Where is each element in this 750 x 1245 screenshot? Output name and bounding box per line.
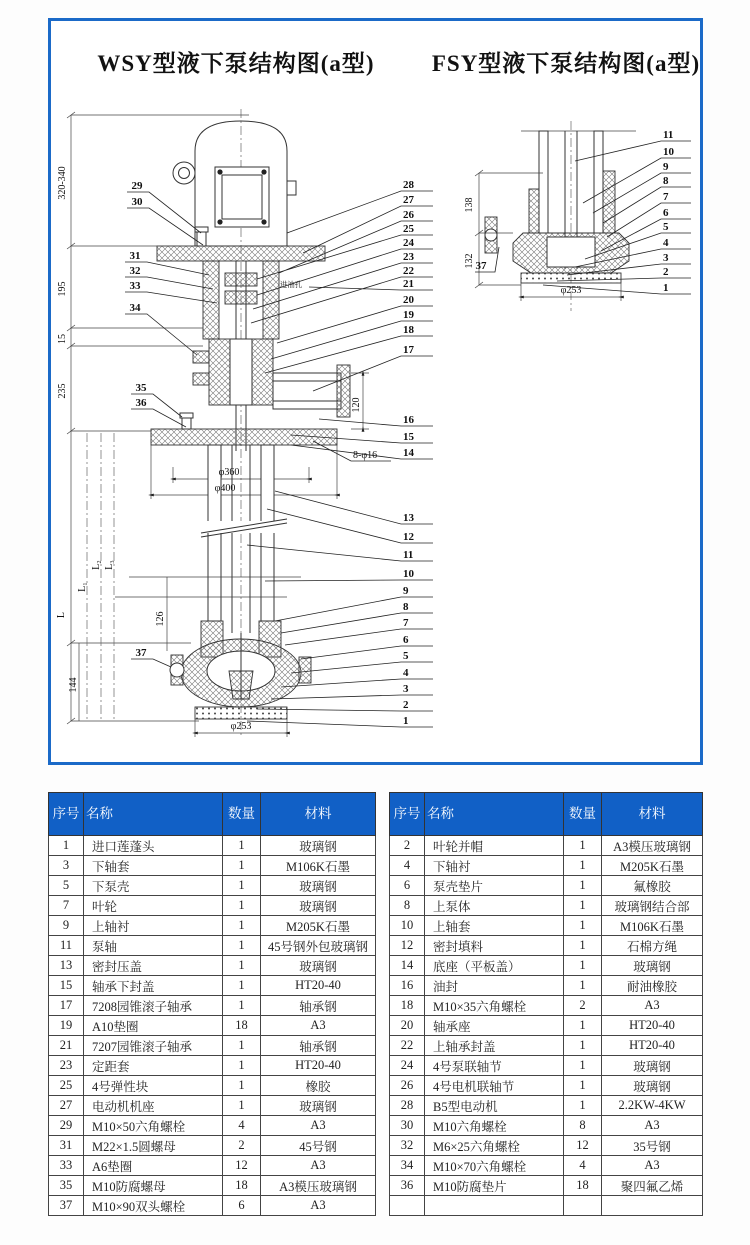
callout-8: 8	[403, 601, 409, 613]
table-cell: 23	[49, 1056, 84, 1076]
table-row	[49, 976, 376, 996]
table-cell: 电动机机座	[84, 1096, 223, 1116]
callout-10: 10	[403, 568, 414, 580]
table-cell: B5型电动机	[425, 1096, 564, 1116]
table-row	[390, 1056, 703, 1076]
table-cell: 4号泵联轴节	[425, 1056, 564, 1076]
table-row	[49, 1016, 376, 1036]
table-cell: M22×1.5圆螺母	[84, 1136, 223, 1156]
fsy-callout-9: 9	[663, 161, 669, 173]
pump-structure-drawing	[51, 21, 700, 762]
table-cell: 8	[564, 1116, 602, 1136]
pump-casing	[170, 621, 311, 737]
table-cell: A3	[602, 996, 703, 1016]
table-cell: 26	[390, 1076, 425, 1096]
dim-L3: L₃	[104, 560, 115, 570]
table-cell: 7207园锥滚子轴承	[84, 1036, 223, 1056]
table-cell: 18	[223, 1016, 261, 1036]
fsy-callout-5: 5	[663, 221, 669, 233]
callout-17: 17	[403, 344, 414, 356]
table-cell: A3	[602, 1116, 703, 1136]
fsy-callout-10: 10	[663, 146, 674, 158]
table-cell: 18	[223, 1176, 261, 1196]
table-cell: A3	[261, 1016, 376, 1036]
callout-25: 25	[403, 223, 414, 235]
callout-4: 4	[403, 667, 409, 679]
fsy-callout-4: 4	[663, 237, 669, 249]
dim-phi400: φ400	[214, 483, 236, 494]
table-cell: M10防腐螺母	[84, 1176, 223, 1196]
table-cell: 1	[223, 916, 261, 936]
table-cell: 轴承钢	[261, 996, 376, 1016]
table-cell: A3模压玻璃钢	[602, 836, 703, 856]
callout-2: 2	[403, 699, 409, 711]
table-cell: M10防腐垫片	[425, 1176, 564, 1196]
table-cell: M106K石墨	[261, 856, 376, 876]
table-cell: A6垫圈	[84, 1156, 223, 1176]
table-cell: 耐油橡胶	[602, 976, 703, 996]
table-cell: 1	[223, 976, 261, 996]
table-row	[49, 936, 376, 956]
parts-table	[389, 792, 703, 1216]
table-cell: M205K石墨	[261, 916, 376, 936]
fsy-callout-1: 1	[663, 282, 669, 294]
table-cell: 1	[223, 936, 261, 956]
table-cell: 20	[390, 1016, 425, 1036]
table-cell: 玻璃钢	[602, 956, 703, 976]
table-cell: 11	[49, 936, 84, 956]
table-cell: 2	[564, 996, 602, 1016]
table-cell: 轴承座	[425, 1016, 564, 1036]
table-cell: 6	[223, 1196, 261, 1216]
fsy-dim-132: 132	[464, 253, 475, 269]
table-cell: 油封	[425, 976, 564, 996]
callout-36: 36	[135, 397, 147, 409]
callout-3: 3	[403, 683, 409, 695]
callout-29: 29	[131, 180, 143, 192]
table-cell: A3	[261, 1156, 376, 1176]
table-cell: 底座（平板盖）	[425, 956, 564, 976]
table-cell: 28	[390, 1096, 425, 1116]
column-header: 序号	[49, 793, 84, 836]
table-cell: 玻璃钢结合部	[602, 896, 703, 916]
callout-37: 37	[135, 647, 147, 659]
dim-126: 126	[155, 611, 166, 627]
parts-table	[48, 792, 376, 1216]
table-cell: 8	[390, 896, 425, 916]
table-row	[49, 916, 376, 936]
table-cell: 6	[390, 876, 425, 896]
callout-32: 32	[129, 265, 141, 277]
table-cell: 34	[390, 1156, 425, 1176]
dim-15: 15	[57, 334, 68, 344]
table-cell: 2.2KW-4KW	[602, 1096, 703, 1116]
callout-22: 22	[403, 265, 414, 277]
table-cell: 1	[564, 836, 602, 856]
table-row	[390, 1176, 703, 1196]
table-cell	[390, 1196, 425, 1216]
table-row	[49, 896, 376, 916]
table-row	[390, 1036, 703, 1056]
table-cell: 1	[223, 996, 261, 1016]
table-cell: 1	[223, 1096, 261, 1116]
table-cell: A3	[261, 1196, 376, 1216]
table-cell: 1	[223, 836, 261, 856]
dim-phi253: φ253	[230, 721, 252, 732]
table-cell: 29	[49, 1116, 84, 1136]
callout-31: 31	[129, 250, 141, 262]
fsy-dim-phi253: φ253	[560, 285, 582, 296]
column-header: 名称	[425, 793, 564, 836]
table-cell: 2	[223, 1136, 261, 1156]
table-cell: 橡胶	[261, 1076, 376, 1096]
table-cell: 1	[223, 956, 261, 976]
table-cell: 上轴套	[425, 916, 564, 936]
table-cell: 1	[564, 896, 602, 916]
parts-table-right	[389, 792, 703, 1216]
table-row	[390, 896, 703, 916]
callout-20: 20	[403, 294, 414, 306]
table-row	[390, 1136, 703, 1156]
table-cell: 1	[564, 956, 602, 976]
table-cell: 16	[390, 976, 425, 996]
table-cell: 9	[49, 916, 84, 936]
table-cell: 进口莲蓬头	[84, 836, 223, 856]
table-cell: 玻璃钢	[602, 1076, 703, 1096]
table-cell: A3模压玻璃钢	[261, 1176, 376, 1196]
table-cell: A3	[602, 1156, 703, 1176]
table-cell: 1	[223, 876, 261, 896]
fsy-drawing	[464, 121, 691, 311]
table-cell: HT20-40	[261, 1056, 376, 1076]
table-cell: 聚四氟乙烯	[602, 1176, 703, 1196]
callout-5: 5	[403, 650, 409, 662]
table-cell: 上轴衬	[84, 916, 223, 936]
table-cell: 1	[223, 1056, 261, 1076]
table-row	[49, 1096, 376, 1116]
callout-19: 19	[403, 309, 414, 321]
base-plate	[195, 707, 287, 719]
table-cell: 45号钢	[261, 1136, 376, 1156]
bearing-housing	[193, 339, 273, 405]
table-row	[390, 916, 703, 936]
callout-33: 33	[129, 280, 141, 292]
table-cell: 1	[223, 896, 261, 916]
table-row	[390, 1156, 703, 1176]
table-cell: 定距套	[84, 1056, 223, 1076]
table-cell: 泵轴	[84, 936, 223, 956]
oil-hole-label: 进油孔	[279, 280, 303, 289]
table-cell: 1	[564, 1076, 602, 1096]
table-row	[390, 1016, 703, 1036]
table-cell: 21	[49, 1036, 84, 1056]
table-row	[49, 1116, 376, 1136]
coupling-lower	[225, 291, 257, 304]
dim-phi360: φ360	[218, 467, 240, 478]
table-cell: 叶轮	[84, 896, 223, 916]
table-row	[49, 1156, 376, 1176]
table-cell: 1	[564, 976, 602, 996]
table-cell: 17	[49, 996, 84, 1016]
table-cell: 玻璃钢	[602, 1056, 703, 1076]
table-cell: 上轴承封盖	[425, 1036, 564, 1056]
callout-6: 6	[403, 634, 409, 646]
table-cell: M10六角螺栓	[425, 1116, 564, 1136]
table-row	[390, 1116, 703, 1136]
table-cell: 1	[564, 1096, 602, 1116]
table-cell: 25	[49, 1076, 84, 1096]
fsy-callout-7: 7	[663, 191, 669, 203]
callout-13: 13	[403, 512, 414, 524]
column-header: 数量	[564, 793, 602, 836]
column-header: 材料	[602, 793, 703, 836]
motor-base-plate	[157, 246, 325, 261]
table-row	[49, 1056, 376, 1076]
fsy-callout-2: 2	[663, 266, 669, 278]
column-header: 材料	[261, 793, 376, 836]
table-cell: 1	[564, 1036, 602, 1056]
table-cell: 泵壳垫片	[425, 876, 564, 896]
table-cell: 45号钢外包玻璃钢	[261, 936, 376, 956]
table-cell: 叶轮并帽	[425, 836, 564, 856]
callout-24: 24	[403, 237, 414, 249]
table-cell: 5	[49, 876, 84, 896]
dim-195: 195	[57, 281, 68, 297]
table-cell: 4	[390, 856, 425, 876]
callout-27: 27	[403, 194, 414, 206]
coupling-upper	[225, 273, 257, 286]
table-cell: HT20-40	[602, 1036, 703, 1056]
callout-9: 9	[403, 585, 409, 597]
parts-table-left	[48, 792, 376, 1216]
table-cell: 13	[49, 956, 84, 976]
table-cell: 4号弹性块	[84, 1076, 223, 1096]
table-cell: 3	[49, 856, 84, 876]
table-cell: 1	[49, 836, 84, 856]
table-row	[390, 876, 703, 896]
table-row	[390, 936, 703, 956]
table-row	[390, 836, 703, 856]
table-cell: 7208园锥滚子轴承	[84, 996, 223, 1016]
table-cell: 12	[564, 1136, 602, 1156]
callout-30: 30	[131, 196, 143, 208]
table-cell: 玻璃钢	[261, 876, 376, 896]
table-cell: 22	[390, 1036, 425, 1056]
table-cell: 19	[49, 1016, 84, 1036]
table-cell: 12	[223, 1156, 261, 1176]
table-cell: 7	[49, 896, 84, 916]
table-row	[49, 836, 376, 856]
fsy-callout-3: 3	[663, 252, 669, 264]
table-cell: 36	[390, 1176, 425, 1196]
table-cell: 32	[390, 1136, 425, 1156]
callout-14: 14	[403, 447, 414, 459]
fsy-callout-11: 11	[663, 129, 674, 141]
column-header: 数量	[223, 793, 261, 836]
table-cell: M205K石墨	[602, 856, 703, 876]
table-cell	[425, 1196, 564, 1216]
table-cell: 玻璃钢	[261, 836, 376, 856]
table-row	[390, 976, 703, 996]
callout-11: 11	[403, 549, 414, 561]
table-row	[49, 1136, 376, 1156]
diagram-panel	[48, 18, 703, 765]
table-cell: 31	[49, 1136, 84, 1156]
table-cell: 2	[390, 836, 425, 856]
table-cell: 37	[49, 1196, 84, 1216]
lifting-eye	[173, 162, 195, 184]
table-cell: 27	[49, 1096, 84, 1116]
table-cell: M6×25六角螺栓	[425, 1136, 564, 1156]
table-cell: 轴承下封盖	[84, 976, 223, 996]
table-cell: M10×35六角螺栓	[425, 996, 564, 1016]
table-cell: 轴承钢	[261, 1036, 376, 1056]
table-cell: 上泵体	[425, 896, 564, 916]
table-row	[49, 956, 376, 976]
table-cell: M106K石墨	[602, 916, 703, 936]
table-row	[49, 1076, 376, 1096]
dim-motor-height: 320-340	[57, 166, 68, 200]
table-cell	[564, 1196, 602, 1216]
table-cell: M10×70六角螺栓	[425, 1156, 564, 1176]
table-cell: 下轴衬	[425, 856, 564, 876]
table-cell	[602, 1196, 703, 1216]
table-cell: 30	[390, 1116, 425, 1136]
callout-35: 35	[135, 382, 147, 394]
table-row	[390, 1196, 703, 1216]
fsy-callout-6: 6	[663, 207, 669, 219]
table-cell: 密封填料	[425, 936, 564, 956]
table-cell: 24	[390, 1056, 425, 1076]
table-cell: 1	[223, 1076, 261, 1096]
table-row	[49, 1036, 376, 1056]
table-row	[49, 876, 376, 896]
callout-21: 21	[403, 278, 414, 290]
dim-bolt-holes: 8-φ16	[353, 450, 378, 461]
callout-23: 23	[403, 251, 414, 263]
discharge-flange	[337, 365, 350, 417]
table-cell: 4	[564, 1156, 602, 1176]
column-header: 名称	[84, 793, 223, 836]
callout-34: 34	[129, 302, 141, 314]
table-cell: 15	[49, 976, 84, 996]
fsy-diagram-title: FSY型液下泵结构图(a型)	[431, 51, 701, 76]
dim-235: 235	[57, 383, 68, 399]
table-cell: 12	[390, 936, 425, 956]
callout-26: 26	[403, 209, 414, 221]
table-cell: M10×50六角螺栓	[84, 1116, 223, 1136]
callout-7: 7	[403, 617, 409, 629]
table-cell: 1	[223, 856, 261, 876]
table-cell: 35	[49, 1176, 84, 1196]
table-cell: 33	[49, 1156, 84, 1176]
table-cell: HT20-40	[602, 1016, 703, 1036]
table-cell: 14	[390, 956, 425, 976]
table-cell: 18	[390, 996, 425, 1016]
table-cell: M10×90双头螺栓	[84, 1196, 223, 1216]
table-cell: 35号钢	[602, 1136, 703, 1156]
callout-16: 16	[403, 414, 414, 426]
table-cell: 玻璃钢	[261, 896, 376, 916]
table-cell: 下泵壳	[84, 876, 223, 896]
table-row	[49, 1176, 376, 1196]
table-row	[390, 956, 703, 976]
table-cell: 1	[564, 856, 602, 876]
table-cell: A10垫圈	[84, 1016, 223, 1036]
mounting-plate	[151, 413, 337, 499]
table-cell: 石棉方绳	[602, 936, 703, 956]
fsy-callout-8: 8	[663, 175, 669, 187]
dim-144: 144	[68, 677, 79, 693]
column-header: 序号	[390, 793, 425, 836]
table-cell: 1	[564, 876, 602, 896]
dim-L2: L₂	[91, 560, 102, 570]
table-cell: 1	[564, 1056, 602, 1076]
table-row	[390, 856, 703, 876]
table-cell: 4号电机联轴节	[425, 1076, 564, 1096]
table-row	[49, 1196, 376, 1216]
table-cell: 18	[564, 1176, 602, 1196]
table-cell: 玻璃钢	[261, 956, 376, 976]
callout-18: 18	[403, 324, 414, 336]
fsy-callout-37: 37	[475, 260, 487, 272]
table-cell: 1	[564, 916, 602, 936]
table-cell: 1	[564, 1016, 602, 1036]
table-cell: HT20-40	[261, 976, 376, 996]
callout-28: 28	[403, 179, 414, 191]
table-cell: 4	[223, 1116, 261, 1136]
wsy-diagram-title: WSY型液下泵结构图(a型)	[97, 51, 375, 76]
table-row	[390, 1096, 703, 1116]
table-cell: 1	[564, 936, 602, 956]
table-row	[49, 996, 376, 1016]
table-row	[390, 996, 703, 1016]
fsy-dim-138: 138	[464, 197, 475, 213]
table-cell: 氟橡胶	[602, 876, 703, 896]
table-cell: 下轴套	[84, 856, 223, 876]
table-cell: 玻璃钢	[261, 1096, 376, 1116]
wsy-drawing	[56, 109, 433, 737]
table-cell: 1	[223, 1036, 261, 1056]
callout-1: 1	[403, 715, 409, 727]
table-cell: 10	[390, 916, 425, 936]
table-cell: A3	[261, 1116, 376, 1136]
table-cell: 密封压盖	[84, 956, 223, 976]
callout-15: 15	[403, 431, 414, 443]
dim-L: L	[56, 611, 67, 619]
callout-12: 12	[403, 531, 414, 543]
column-pipes	[115, 445, 301, 633]
dim-120: 120	[351, 397, 362, 413]
dim-L1: L₁	[77, 582, 88, 592]
table-row	[390, 1076, 703, 1096]
table-row	[49, 856, 376, 876]
